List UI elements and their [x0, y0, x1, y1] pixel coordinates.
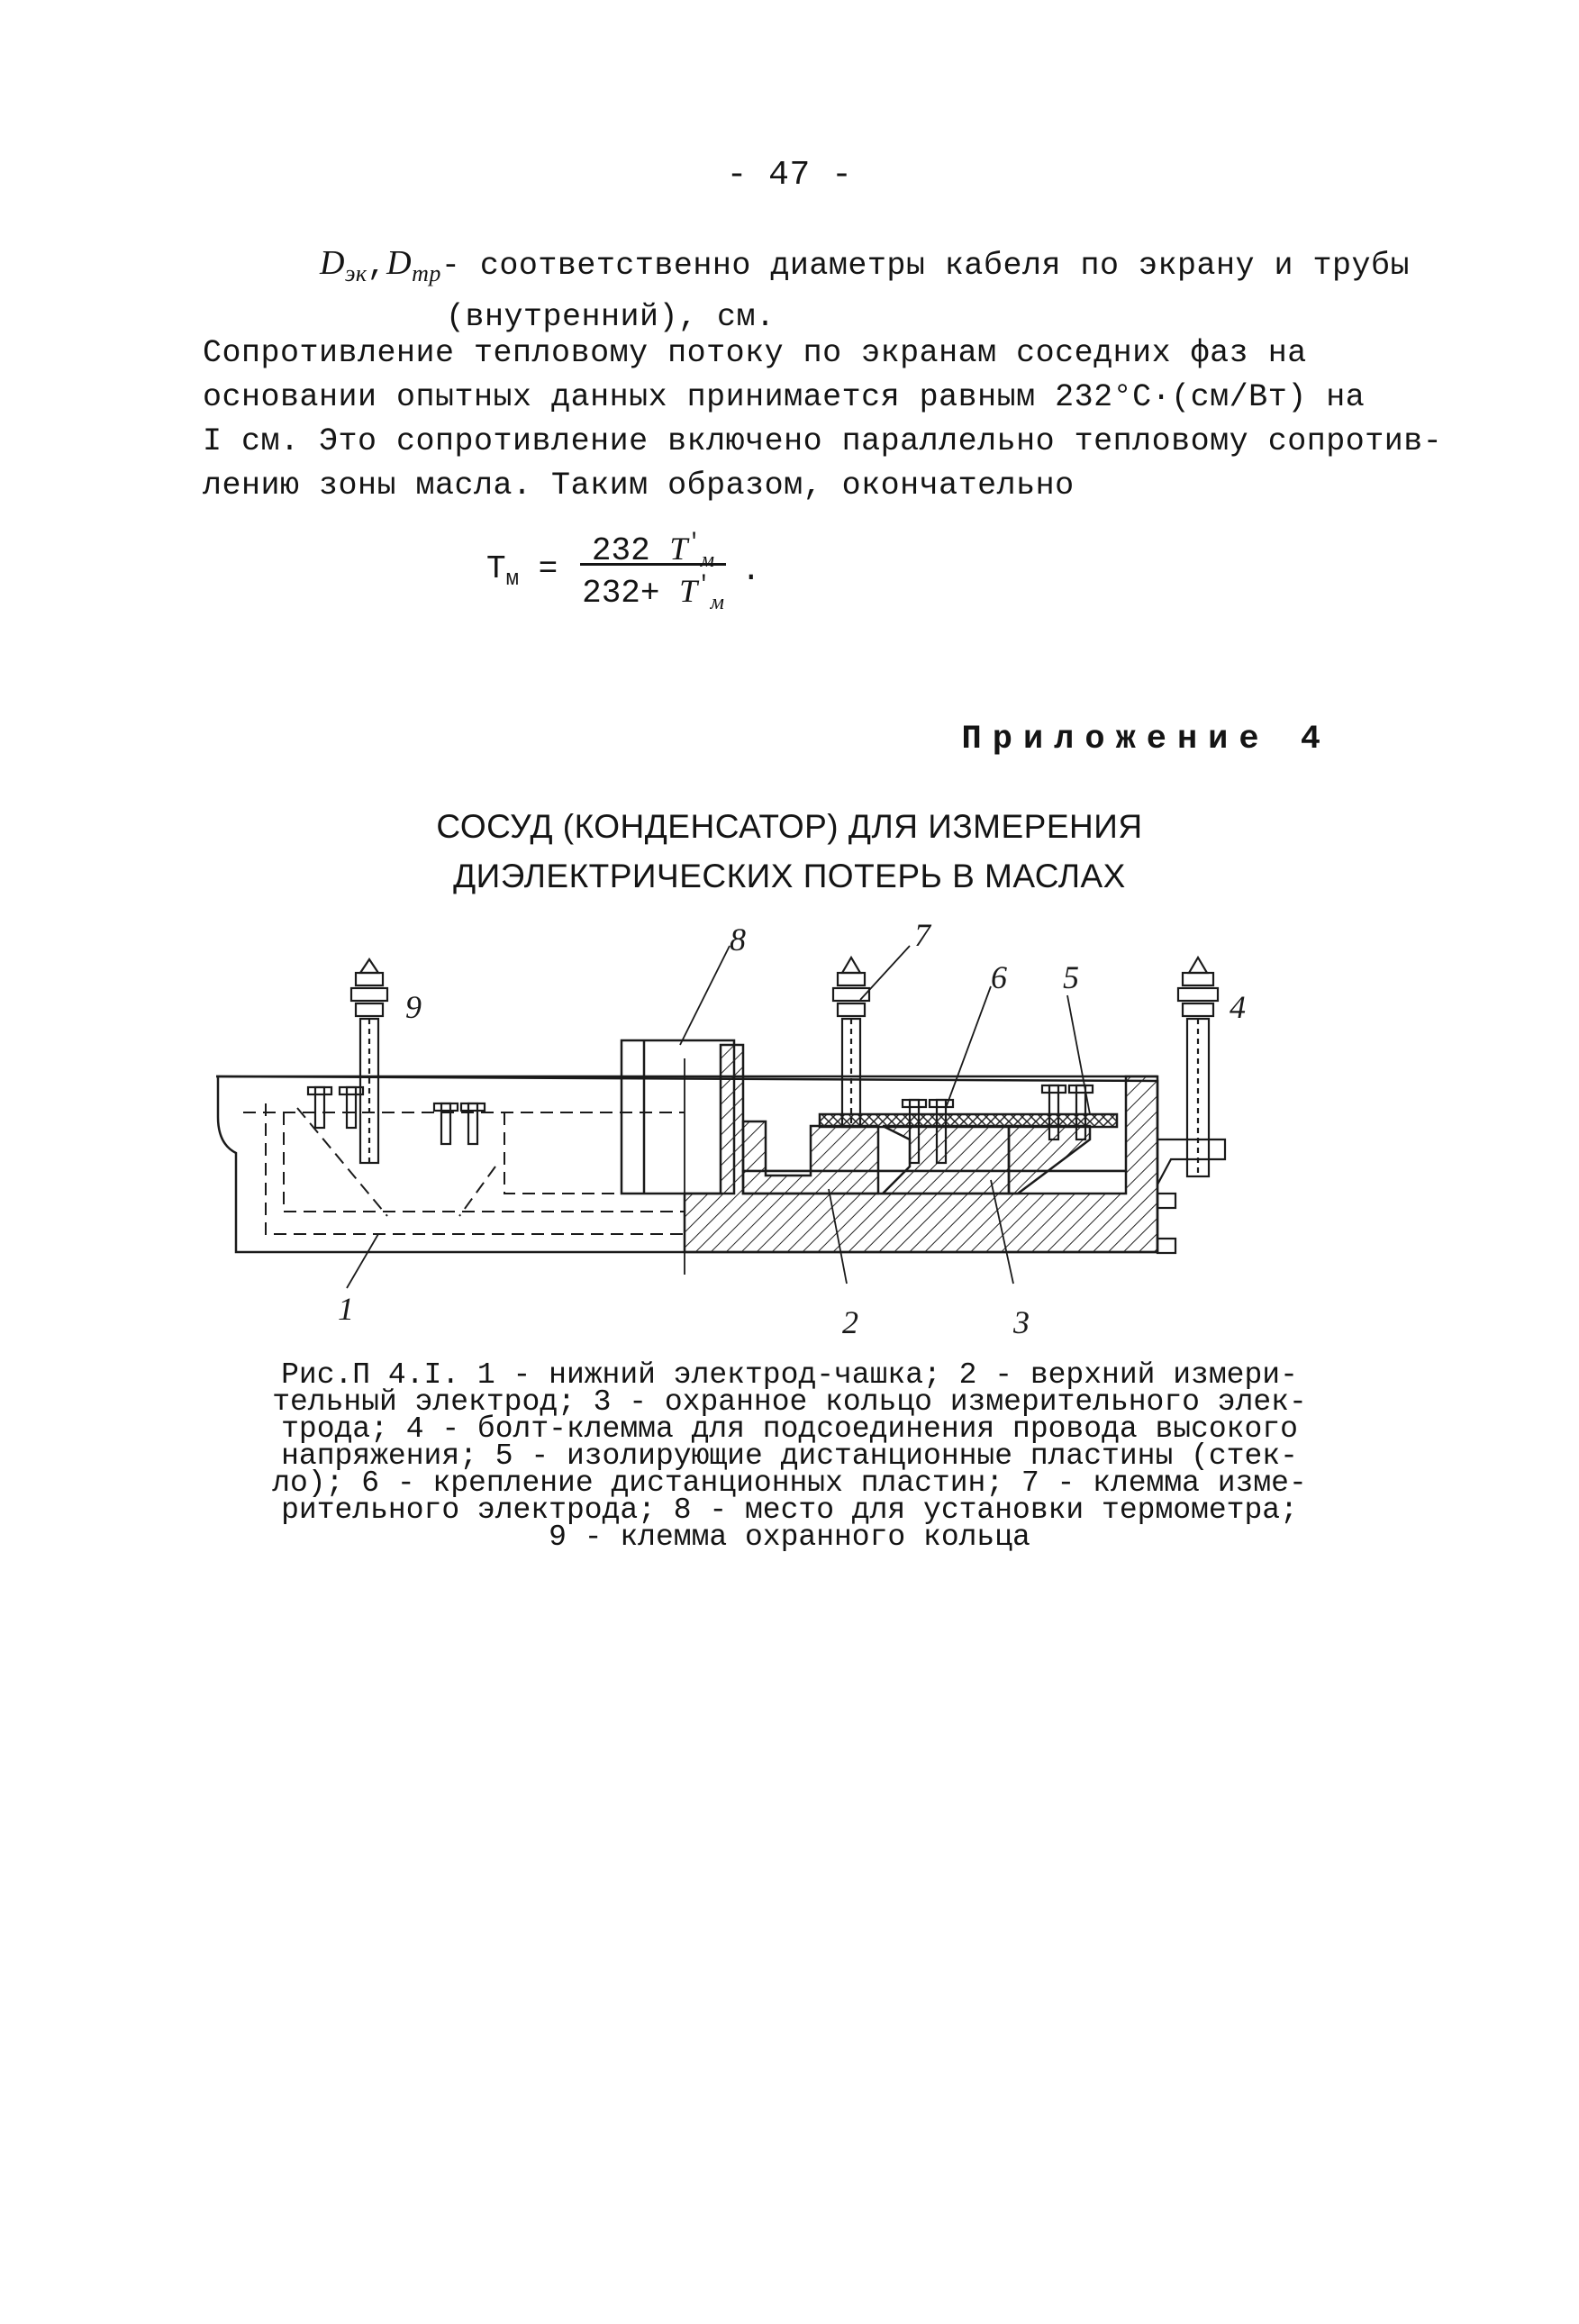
definition-text: - соответственно диаметры кабеля по экрану и трубы: [440, 248, 1411, 284]
callout-2: 2: [842, 1304, 858, 1340]
appendix-label: Приложение 4: [961, 721, 1331, 758]
body-paragraph: [203, 331, 1442, 508]
symbol-d-pipe: $D_{тр}$: [386, 244, 441, 286]
thermometer-well: [622, 1040, 734, 1194]
formula-denominator: $232+ T'_м$: [582, 573, 724, 615]
figure-title-line: ДИЭЛЕКТРИЧЕСКИХ ПОТЕРЬ В МАСЛАХ: [453, 858, 1126, 894]
paragraph-line: лению зоны масла. Таким образом, окончательно: [203, 468, 1075, 504]
callout-7: 7: [914, 923, 930, 953]
leader-line-6: [946, 986, 991, 1108]
figure-title: [0, 802, 1579, 901]
paragraph-line: Сопротивление тепловому потоку по экранам соседних фаз на: [203, 335, 1307, 371]
paragraph-line: основании опытных данных принимается равным 232°С·(см/Вт) на: [203, 379, 1366, 415]
measuring-electrode-terminal: [833, 958, 869, 1127]
figure-caption: [0, 1358, 1579, 1554]
callout-5: 5: [1063, 959, 1079, 995]
hidden-chamfer-right: [459, 1167, 495, 1216]
caption-line: ло); 6 - крепление дистанционных пластин; 7 - клемма изме-: [272, 1466, 1307, 1500]
caption-line: Рис.П 4.I. 1 - нижний электрод-чашка; 2 - верхний измери-: [281, 1358, 1298, 1392]
caption-line: напряжения; 5 - изолирующие дистанционные пластины (стек-: [281, 1439, 1298, 1473]
leader-line-7: [860, 946, 910, 1000]
guard-ring-terminal: [351, 959, 387, 1163]
callout-1: 1: [338, 1291, 354, 1327]
variable-definition: [320, 241, 1410, 340]
page-number: - 47 -: [726, 156, 853, 195]
definition-second-line: (внутренний), см.: [446, 299, 776, 335]
callout-4: 4: [1230, 989, 1246, 1025]
leader-line-8: [680, 946, 730, 1045]
caption-line: 9 - клемма охранного кольца: [549, 1521, 1030, 1554]
formula-end-dot: .: [741, 552, 761, 589]
paragraph-line: I см. Это сопротивление включено параллельно тепловому сопротив-: [203, 423, 1443, 459]
callout-8: 8: [730, 923, 746, 958]
hidden-inner-cup: [284, 1112, 685, 1212]
leader-line-5: [1067, 995, 1090, 1114]
vessel-cross-section-diagram: [198, 923, 1261, 1356]
formula-numerator: 232 $T'_м$: [591, 531, 715, 573]
callout-6: 6: [991, 959, 1007, 995]
insulating-spacer-plate: [820, 1114, 1117, 1127]
caption-line: рительного электрода; 8 - место для установки термометра;: [281, 1493, 1298, 1527]
symbol-d-screen: $D_{эк}$: [320, 244, 368, 286]
definition-first-line: $D_{эк},D_{тр}-$ соответственно диаметры кабеля по экрану и трубы: [320, 244, 1411, 286]
figure-title-line: СОСУД (КОНДЕНСАТОР) ДЛЯ ИЗМЕРЕНИЯ: [436, 808, 1143, 845]
leader-line-1: [347, 1234, 378, 1288]
callout-3: 3: [1013, 1304, 1030, 1340]
callout-9: 9: [405, 989, 422, 1025]
formula-fraction: [576, 525, 730, 615]
caption-line: тельный электрод; 3 - охранное кольцо измерительного элек-: [272, 1385, 1307, 1419]
hidden-inner-wall: [504, 1112, 685, 1194]
formula-lhs: $Т_м$ =: [486, 550, 558, 593]
caption-line: трода; 4 - болт-клемма для подсоединения провода высокого: [281, 1412, 1298, 1446]
upper-measuring-electrode: [743, 1121, 878, 1194]
high-voltage-bolt-terminal: [1157, 958, 1225, 1253]
